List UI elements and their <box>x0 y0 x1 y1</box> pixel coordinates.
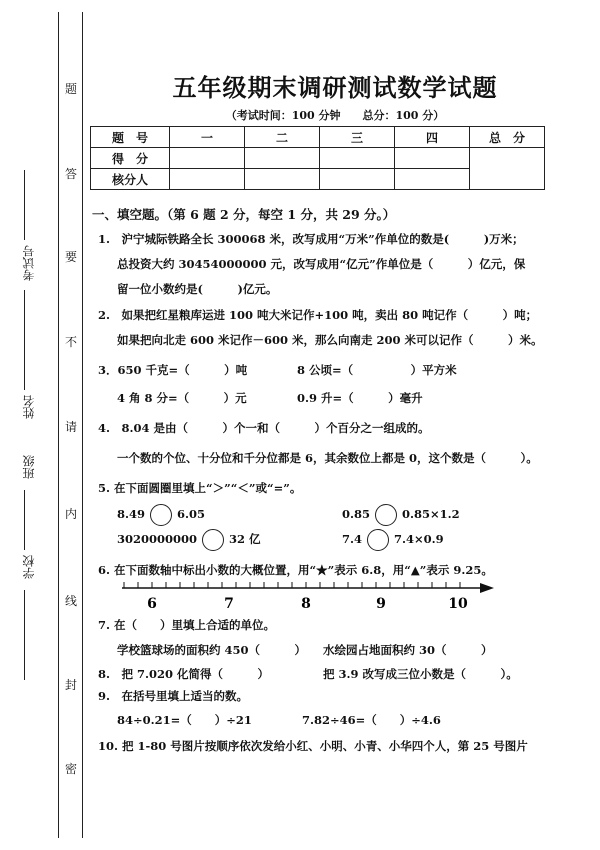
score-table-header: 四 <box>395 127 470 148</box>
seal-char: 请 <box>64 420 77 434</box>
checker-cell[interactable] <box>245 169 320 190</box>
axis-tick-label: 9 <box>376 596 386 612</box>
section-heading: 一、填空题。（第 6 题 2 分，每空 1 分，共 29 分。） <box>92 207 396 222</box>
compare-circle[interactable] <box>202 529 224 551</box>
question-9-b: 7.82÷46=（ ）÷4.6 <box>302 713 441 727</box>
question-4-line-2: 一个数的个位、十分位和千分位都是 6，其余数位上都是 0，这个数是（ ）。 <box>117 451 538 465</box>
score-cell[interactable] <box>320 148 395 169</box>
score-table-row-label: 核分人 <box>91 169 170 190</box>
compare-right: 7.4×0.9 <box>394 532 444 546</box>
compare-row-2 <box>342 504 460 526</box>
seal-char: 答 <box>64 167 77 181</box>
question-1-line-2: 总投资大约 30454000000 元，改写成用“亿元”作单位是（ ）亿元，保 <box>117 257 526 271</box>
score-table-header: 总 分 <box>470 127 545 148</box>
class-label: 班级 <box>22 455 36 479</box>
question-1-line-3: 留一位小数约是( )亿元。 <box>117 282 278 296</box>
compare-left: 7.4 <box>342 532 363 546</box>
question-7: 7. 在（ ）里填上合适的单位。 <box>98 618 276 632</box>
compare-right: 32 亿 <box>229 532 261 546</box>
number-line-arrow <box>480 583 494 593</box>
number-line[interactable] <box>118 580 498 614</box>
question-6: 6. 在下面数轴中标出小数的大概位置，用“★”表示 6.8，用“▲”表示 9.25。 <box>98 563 493 577</box>
score-cell[interactable] <box>395 148 470 169</box>
question-9-a: 84÷0.21=（ ）÷21 <box>117 713 252 727</box>
seal-line-inner <box>82 12 83 838</box>
question-3-c: 4 角 8 分=（ ）元 <box>117 391 247 405</box>
question-1-line-1: 1. 沪宁城际铁路全长 300068 米，改写成用“万米”作单位的数是( )万米； <box>98 232 524 246</box>
question-3-b: 8 公顷=（ ）平方米 <box>297 363 457 377</box>
seal-char: 不 <box>64 335 77 349</box>
question-8-a: 8. 把 7.020 化简得（ ） <box>98 667 270 681</box>
student-name-blank <box>24 290 25 390</box>
exam-number-blank <box>24 170 25 240</box>
number-line-ticks <box>124 582 460 588</box>
seal-char: 密 <box>64 762 77 776</box>
checker-cell[interactable] <box>395 169 470 190</box>
question-2-line-1: 2. 如果把红星粮库运进 100 吨大米记作+100 吨，卖出 80 吨记作（ ）吨； <box>98 308 538 322</box>
question-2-line-2: 如果把向北走 600 米记作－600 米，那么向南走 200 米可以记作（ ）米。 <box>117 333 543 347</box>
seal-char: 内 <box>64 507 77 521</box>
compare-left: 0.85 <box>342 507 371 521</box>
compare-right: 6.05 <box>177 507 206 521</box>
question-9: 9. 在括号里填上适当的数。 <box>98 689 249 703</box>
seal-char: 题 <box>64 82 77 96</box>
compare-left: 8.49 <box>117 507 146 521</box>
compare-right: 0.85×1.2 <box>402 507 460 521</box>
score-table-header: 题 号 <box>91 127 170 148</box>
checker-cell[interactable] <box>320 169 395 190</box>
compare-row-3 <box>117 529 261 551</box>
axis-tick-label: 10 <box>448 596 468 612</box>
score-table-header: 一 <box>170 127 245 148</box>
score-table-header: 三 <box>320 127 395 148</box>
score-cell[interactable] <box>170 148 245 169</box>
exam-info: （考试时间：100 分钟 总分：100 分） <box>225 109 445 122</box>
seal-char: 线 <box>64 594 77 608</box>
school-label: 学校 <box>22 555 36 579</box>
axis-tick-label: 7 <box>224 596 234 612</box>
score-table <box>90 126 545 190</box>
question-4-line-1: 4. 8.04 是由（ ）个一和（ ）个百分之一组成的。 <box>98 421 430 435</box>
total-score-cell[interactable] <box>470 148 545 190</box>
question-7-b: 水绘园占地面积约 30（ ） <box>323 643 493 657</box>
score-table-row-label: 得 分 <box>91 148 170 169</box>
page-title: 五年级期末调研测试数学试题 <box>172 73 498 102</box>
compare-circle[interactable] <box>367 529 389 551</box>
question-7-a: 学校篮球场的面积约 450（ ） <box>117 643 307 657</box>
school-blank <box>24 590 25 680</box>
compare-circle[interactable] <box>375 504 397 526</box>
checker-cell[interactable] <box>170 169 245 190</box>
question-10: 10. 把 1-80 号图片按顺序依次发给小红、小明、小青、小华四个人，第 25 号图片 <box>98 739 528 753</box>
seal-char: 封 <box>64 678 77 692</box>
class-blank <box>24 490 25 550</box>
axis-tick-label: 8 <box>301 596 311 612</box>
compare-left: 3020000000 <box>117 532 198 546</box>
seal-line-outer <box>58 12 59 838</box>
compare-row-4 <box>342 529 444 551</box>
question-3-d: 0.9 升=（ ）毫升 <box>297 391 423 405</box>
compare-row-1 <box>117 504 205 526</box>
question-5: 5. 在下面圆圈里填上“＞”“＜”或“=”。 <box>98 481 302 495</box>
axis-tick-label: 6 <box>147 596 157 612</box>
question-8-b: 把 3.9 改写成三位小数是（ ）。 <box>323 667 518 681</box>
compare-circle[interactable] <box>150 504 172 526</box>
score-cell[interactable] <box>245 148 320 169</box>
seal-char: 要 <box>64 250 77 264</box>
question-3-a: 3．650 千克=（ ）吨 <box>98 363 248 377</box>
student-name-label: 姓名 <box>22 395 36 419</box>
exam-number-label: 考试号 <box>22 245 36 281</box>
score-table-header: 二 <box>245 127 320 148</box>
